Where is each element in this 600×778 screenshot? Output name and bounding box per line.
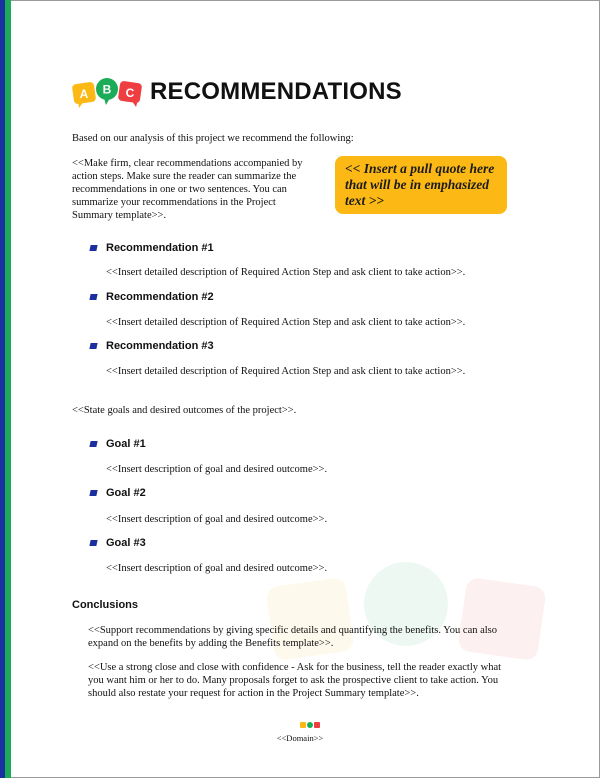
paragraph-line: you want him or her to do. Many proposals forget to ask the prospective client to take action. You	[88, 675, 499, 686]
recommendation-3	[90, 340, 214, 352]
paragraph-line: action steps. Make sure the reader can summarize the	[72, 171, 297, 182]
recommendation-title: Recommendation #3	[106, 340, 214, 352]
logo-block-c	[118, 81, 142, 107]
paragraph-line: <<Support recommendations by giving specific details and quantifying the benefits. You can also	[88, 625, 498, 636]
recommendation-description: <<Insert detailed description of Required Action Step and ask client to take action>>.	[106, 317, 466, 328]
pull-quote-text	[335, 156, 507, 214]
recommendation-title: Recommendation #2	[106, 291, 214, 303]
footer-domain: <<Domain>>	[276, 733, 324, 743]
square-bullet-icon	[89, 294, 97, 300]
goal-title: Goal #1	[106, 438, 146, 450]
page-header	[72, 74, 402, 110]
paragraph-line: <<Make firm, clear recommendations accompanied by	[72, 158, 303, 169]
left-accent-bar-green	[5, 0, 11, 778]
goal-title: Goal #3	[106, 537, 146, 549]
conclusion-paragraph-1	[88, 624, 518, 650]
recommendation-title: Recommendation #1	[106, 242, 214, 254]
square-bullet-icon	[89, 245, 97, 251]
logo-letter-b: B	[102, 82, 112, 97]
goal-3	[90, 537, 146, 549]
goal-description: <<Insert description of goal and desired outcome>>.	[106, 563, 328, 574]
page-title: RECOMMENDATIONS	[150, 78, 402, 105]
goal-description: <<Insert description of goal and desired outcome>>.	[106, 464, 328, 475]
square-bullet-icon	[89, 441, 97, 447]
paragraph-line: should also restate your request for action in the Project Summary template>>.	[88, 688, 419, 699]
abc-watermark-icon	[266, 552, 546, 672]
paragraph-line: <<Use a strong close and close with confidence - Ask for the business, tell the reader exactly what	[88, 662, 502, 673]
pull-quote-line: << Insert a pull quote here	[345, 161, 495, 176]
recommendation-description: <<Insert detailed description of Required Action Step and ask client to take action>>.	[106, 267, 466, 278]
pull-quote-line: text >>	[345, 193, 385, 208]
recommendation-description: <<Insert detailed description of Required Action Step and ask client to take action>>.	[106, 366, 466, 377]
conclusions-heading: Conclusions	[72, 599, 139, 611]
goal-2	[90, 487, 146, 499]
recommendations-summary-paragraph	[72, 157, 322, 222]
goal-title: Goal #2	[106, 487, 146, 499]
pull-quote-line: that will be in emphasized	[345, 177, 490, 192]
recommendation-2	[90, 291, 214, 303]
goal-1	[90, 438, 146, 450]
square-bullet-icon	[89, 540, 97, 546]
paragraph-line: summarize your recommendations in the Project	[72, 197, 276, 208]
conclusion-paragraph-2	[88, 661, 518, 700]
recommendation-1	[90, 242, 214, 254]
paragraph-line: recommendations in one or two sentences. You can	[72, 184, 287, 195]
logo-block-a	[72, 82, 96, 108]
goals-intro-text: <<State goals and desired outcomes of the project>>.	[72, 405, 297, 416]
pull-quote-box	[335, 156, 507, 214]
square-bullet-icon	[89, 343, 97, 349]
logo-block-b	[96, 78, 118, 105]
logo-letter-a: A	[79, 87, 89, 101]
square-bullet-icon	[89, 490, 97, 496]
goal-description: <<Insert description of goal and desired outcome>>.	[106, 514, 328, 525]
footer-logo-icon	[300, 720, 320, 730]
logo-letter-c: C	[125, 86, 135, 100]
paragraph-line: expand on the benefits by adding the Benefits template>>.	[88, 638, 334, 649]
abc-logo	[72, 74, 142, 110]
intro-text: Based on our analysis of this project we recommend the following:	[72, 133, 354, 144]
paragraph-line: Summary template>>.	[72, 210, 167, 221]
